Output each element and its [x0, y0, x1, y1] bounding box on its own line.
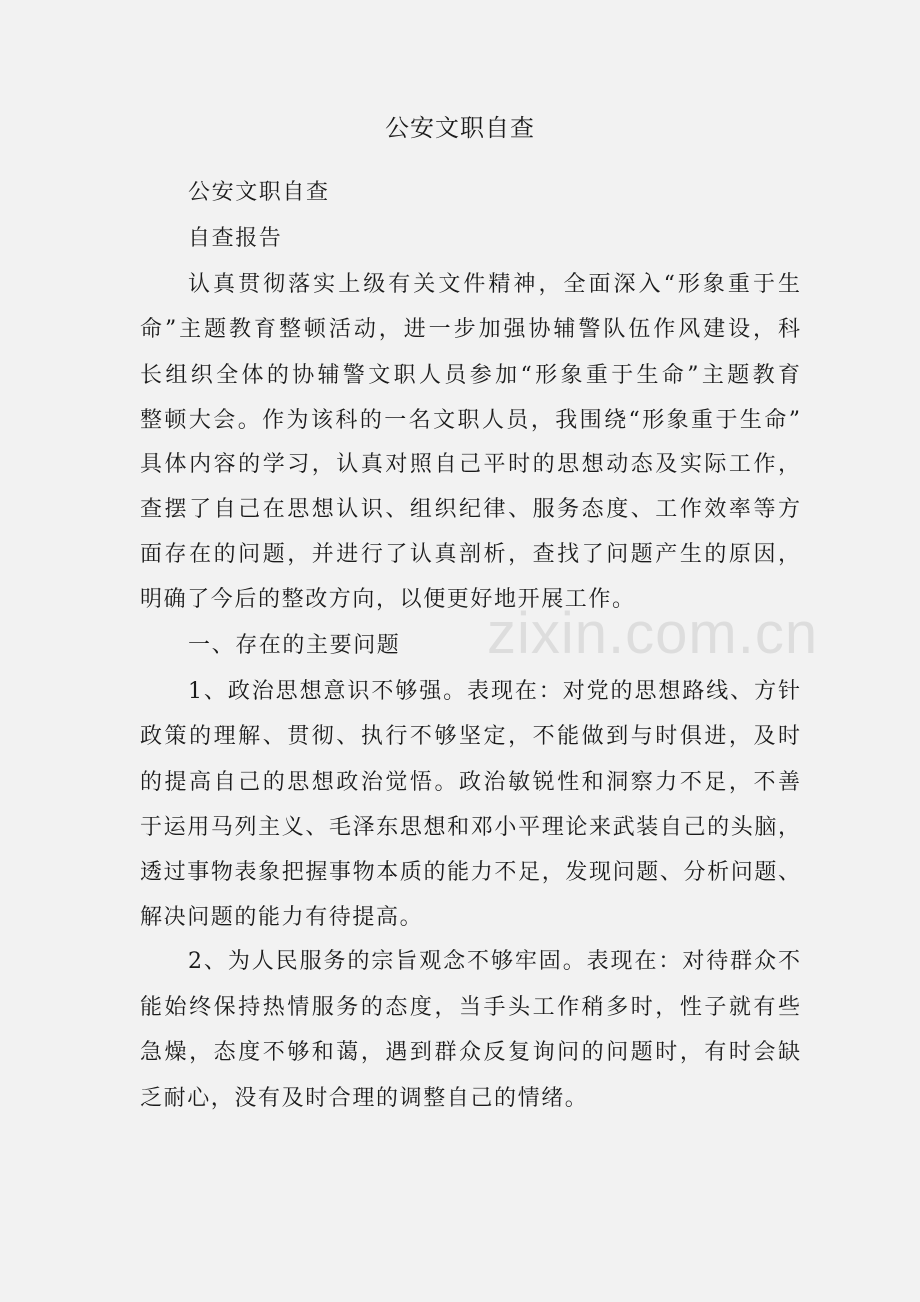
paragraph-line: 查摆了自己在思想认识、组织纪律、服务态度、工作效率等方	[140, 497, 800, 522]
document-title: 公安文职自查	[385, 114, 535, 142]
paragraph-line: 解决问题的能力有待提高。	[140, 905, 424, 930]
paragraph-line: 乏耐心，没有及时合理的调整自己的情绪。	[140, 1086, 589, 1111]
watermark: zixin.com.cn	[487, 601, 819, 666]
paragraph-line: 命”主题教育整顿活动，进一步加强协辅警队伍作风建设，科	[140, 317, 800, 342]
paragraph-line: 面存在的问题，并进行了认真剖析，查找了问题产生的原因，	[140, 542, 800, 567]
paragraph-line: 认真贯彻落实上级有关文件精神，全面深入“形象重于生	[188, 272, 800, 297]
paragraph-line: 2、为人民服务的宗旨观念不够牢固。表现在：对待群众不	[188, 949, 800, 974]
paragraph-line: 的提高自己的思想政治觉悟。政治敏锐性和洞察力不足，不善	[140, 770, 800, 795]
paragraph-line: 1、政治思想意识不够强。表现在：对党的思想路线、方针	[188, 679, 800, 704]
paragraph-line: 长组织全体的协辅警文职人员参加“形象重于生命”主题教育	[140, 363, 800, 388]
paragraph-line: 于运用马列主义、毛泽东思想和邓小平理论来武装自己的头脑，	[140, 815, 800, 840]
paragraph-line: 政策的理解、贯彻、执行不够坚定，不能做到与时俱进，及时	[140, 724, 800, 749]
paragraph-line: 急燥，态度不够和蔼，遇到群众反复询问的问题时，有时会缺	[140, 1040, 800, 1065]
paragraph-line: 整顿大会。作为该科的一名文职人员，我围绕“形象重于生命”	[140, 408, 800, 433]
paragraph-line: 自查报告	[188, 226, 283, 251]
paragraph-line: 明确了今后的整改方向，以便更好地开展工作。	[140, 587, 636, 612]
paragraph-line: 透过事物表象把握事物本质的能力不足，发现问题、分析问题、	[140, 860, 800, 885]
paragraph-line: 公安文职自查	[188, 180, 330, 205]
paragraph-line: 具体内容的学习，认真对照自己平时的思想动态及实际工作，	[140, 452, 800, 477]
section-heading: 一、存在的主要问题	[188, 633, 401, 658]
paragraph-line: 能始终保持热情服务的态度，当手头工作稍多时，性子就有些	[140, 995, 800, 1020]
